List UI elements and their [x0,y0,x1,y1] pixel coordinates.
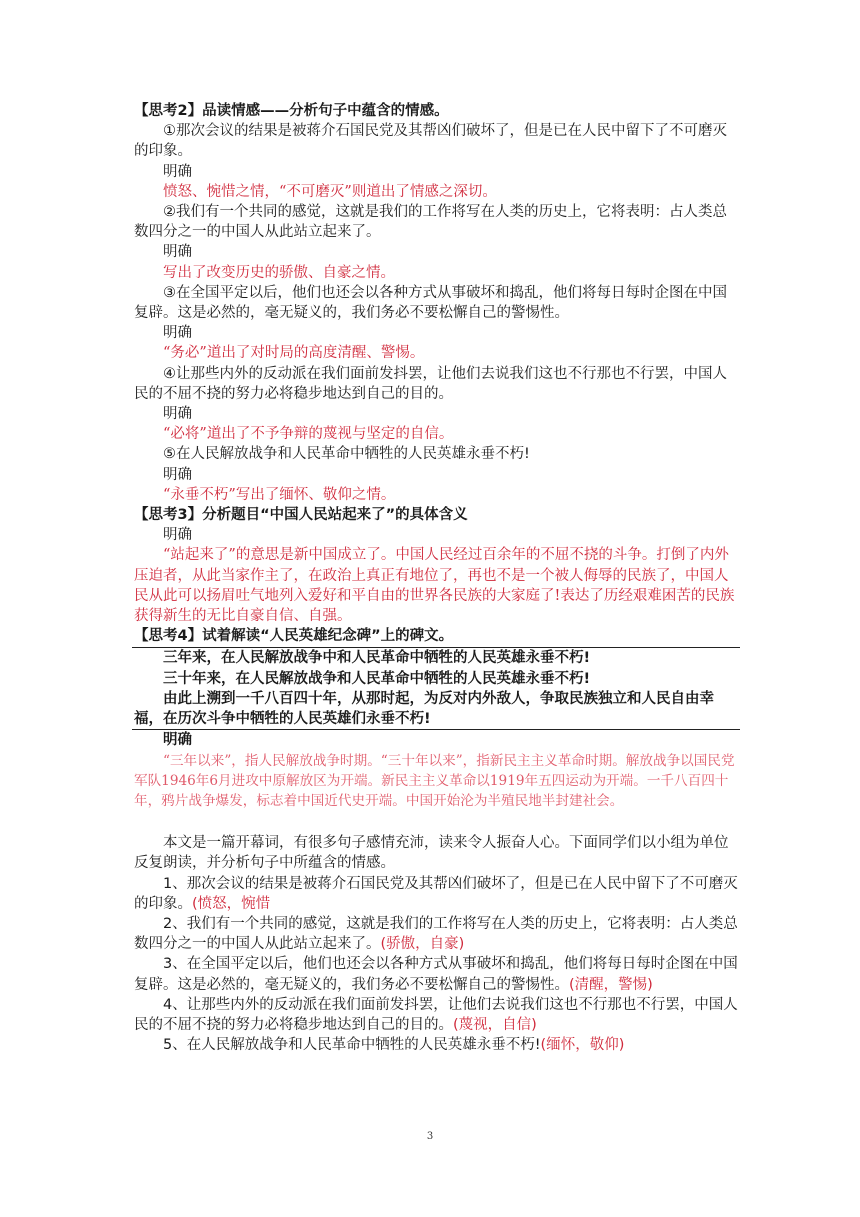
summary-item-text: 1、那次会议的结果是被蒋介石国民党及其帮凶们破坏了，但是已在人民中留下了不可磨灭的印象。 [134,875,738,912]
think2-answer-1: 愤怒、惋惜之情，“不可磨灭”则道出了情感之深切。 [163,183,497,200]
summary-item-text: 4、让那些内外的反动派在我们面前发抖罢，让他们去说我们这也不行那也不行罢，中国人民的不屈不挠的努力必将稳步地达到自己的目的。 [134,996,738,1033]
page-content [134,101,738,1055]
think3-heading: 【思考3】分析题目“中国人民站起来了”的具体含义 [134,507,468,524]
think2-label-2: 明确 [163,244,192,261]
summary-intro: 本文是一篇开幕词，有很多句子感情充沛，读来令人振奋人心。下面同学们以小组为单位反复朗读，并分析句子中所蕴含的情感。 [134,835,729,872]
summary-item-text: 3、在全国平定以后，他们也还会以各种方式从事破坏和捣乱，他们将每日每时企图在中国复辟。这是必然的，毫无疑义的，我们务必不要松懈自己的警惕性。 [134,956,738,993]
think2-sentence-4: ④让那些内外的反动派在我们面前发抖罢，让他们去说我们这也不行那也不行罢，中国人民的不屈不挠的努力必将稳步地达到自己的目的。 [134,365,727,402]
summary-item-answer: (缅怀，敬仰) [540,1037,625,1054]
think3-answer: “站起来了”的意思是新中国成立了。中国人民经过百余年的不屈不挠的斗争。打倒了内外压迫者，从此当家作主了，在政治上真正有地位了，再也不是一个被人侮辱的民族了，中国人民从此可以扬眉吐气地列入爱好和平自由的世界各民族的大家庭了!表达了历经艰难困苦的民族获得新生的无比自豪自信、自强。 [134,547,735,625]
think2-answer-5: “永垂不朽”写出了缅怀、敬仰之情。 [163,486,396,503]
think2-label-1: 明确 [163,163,192,180]
think2-label-5: 明确 [163,466,192,483]
summary-item-answer: (愤怒，惋惜 [192,895,271,912]
summary-item-2 [134,914,738,954]
inscription-line-1: 三年来，在人民解放战争中和人民革命中牺牲的人民英雄永垂不朽! [163,650,591,667]
inscription-line-3: 由此上溯到一千八百四十年，从那时起，为反对内外敌人，争取民族独立和人民自由幸福，在历次斗争中牺牲的人民英雄们永垂不朽! [134,690,714,728]
think4-label: 明确 [163,732,192,749]
think4-heading: 【思考4】试着解读“人民英雄纪念碑”上的碑文。 [134,628,454,645]
think2-answer-4: “必将”道出了不予争辩的蔑视与坚定的自信。 [163,426,454,443]
inscription-line-2: 三十年来，在人民解放战争和人民革命中牺牲的人民英雄永垂不朽! [163,670,591,687]
summary-item-5 [134,1035,738,1055]
summary-item-3 [134,954,738,994]
inscription-box [132,647,740,730]
summary-item-text: 5、在人民解放战争和人民革命中牺牲的人民英雄永垂不朽! [163,1037,541,1054]
think2-sentence-5: ⑤在人民解放战争和人民革命中牺牲的人民英雄永垂不朽! [163,446,530,463]
summary-item-4 [134,995,738,1035]
think2-label-3: 明确 [163,325,192,342]
page-number: 3 [426,1131,434,1142]
think2-heading: 【思考2】品读情感——分析句子中蕴含的情感。 [134,103,449,119]
think4-answer: “三年以来”，指人民解放战争时期。“三十年以来”，指新民主主义革命时期。解放战争以国民党军队1946年6月进攻中原解放区为开端。新民主主义革命以1919年五四运动为开端。一千八百四十年，鸦片战争爆发，标志着中国近代史开端。中国开始沦为半殖民地半封建社会。 [134,752,735,809]
think2-sentence-3: ③在全国平定以后，他们也还会以各种方式从事破坏和捣乱，他们将每日每时企图在中国复辟。这是必然的，毫无疑义的，我们务必不要松懈自己的警惕性。 [134,284,727,322]
think2-answer-3: “务必”道出了对时局的高度清醒、警惕。 [163,345,425,362]
think3-label: 明确 [163,527,192,544]
think2-sentence-2: ②我们有一个共同的感觉，这就是我们的工作将写在人类的历史上，它将表明：占人类总数四分之一的中国人从此站立起来了。 [134,204,727,241]
think2-answer-2: 写出了改变历史的骄傲、自豪之情。 [163,264,395,281]
think2-sentence-1: ①那次会议的结果是被蒋介石国民党及其帮凶们破坏了，但是已在人民中留下了不可磨灭的印象。 [134,123,727,160]
summary-item-text: 2、我们有一个共同的感觉，这就是我们的工作将写在人类的历史上，它将表明：占人类总数四分之一的中国人从此站立起来了。 [134,915,738,953]
think2-label-4: 明确 [163,406,192,423]
summary-item-answer: (蔑视，自信) [453,1016,537,1033]
summary-item-1 [134,874,738,914]
summary-item-answer: (骄傲，自豪) [380,936,465,953]
summary-item-answer: (清醒，警惕) [569,976,653,993]
section-gap [134,811,738,833]
